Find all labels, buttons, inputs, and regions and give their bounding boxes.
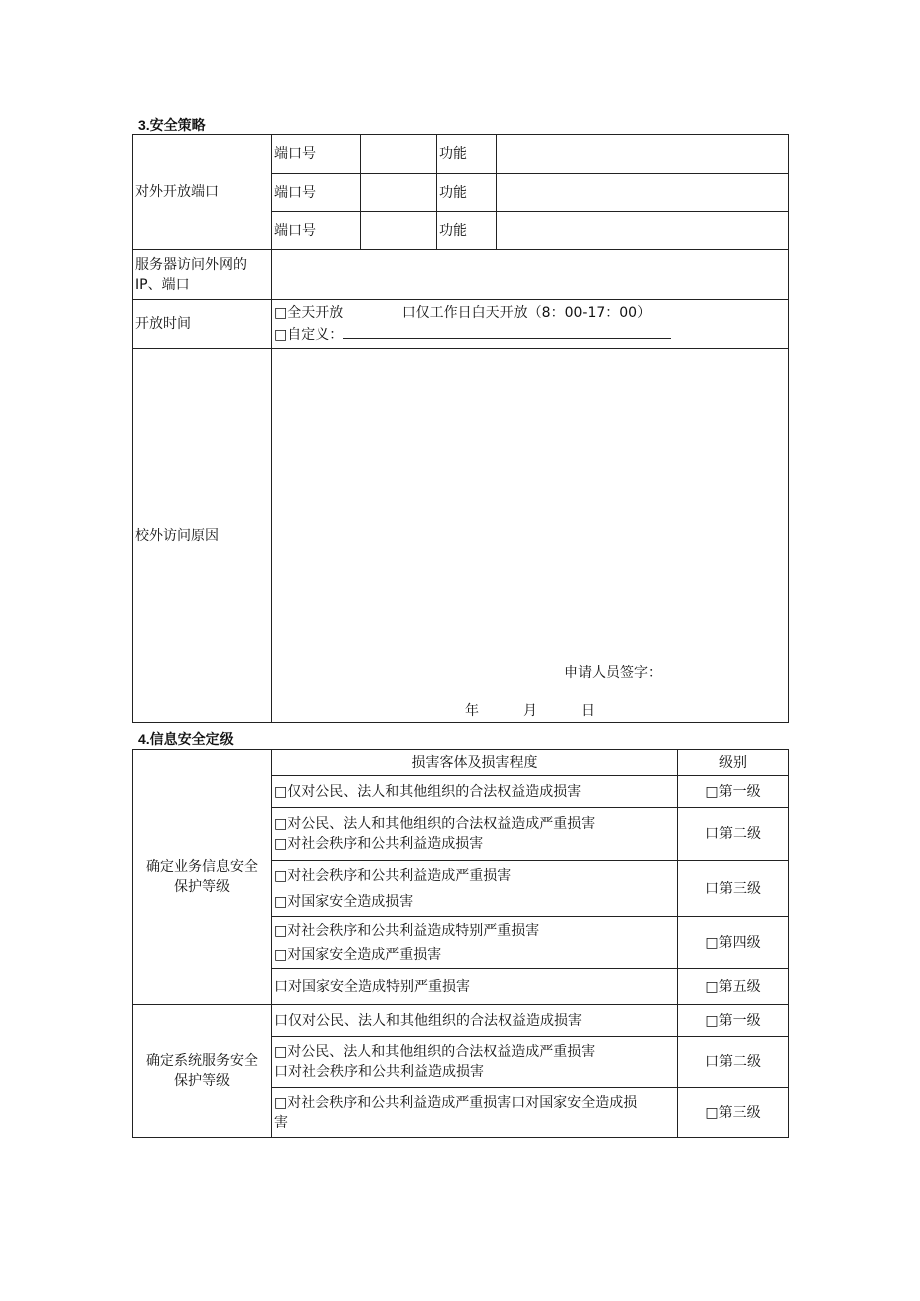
workday-checkbox[interactable]: 口仅工作日白天开放（8：00-17：00） xyxy=(401,305,652,321)
year-label: 年 xyxy=(465,703,479,719)
section-4-title: 4.信息安全定级 xyxy=(138,731,234,747)
month-label: 月 xyxy=(523,703,537,719)
open-time-options xyxy=(272,300,789,349)
harm-option[interactable]: 口仅对公民、法人和其他组织的合法权益造成损害 xyxy=(272,1005,678,1037)
all-day-checkbox[interactable]: □全天开放 xyxy=(274,305,344,321)
port-function-field[interactable] xyxy=(497,212,789,250)
harm-option[interactable]: 口对国家安全造成特别严重损害 xyxy=(272,969,678,1005)
harm-option[interactable]: □对公民、法人和其他组织的合法权益造成严重损害 □对社会秩序和公共利益造成损害 xyxy=(272,808,678,861)
system-service-label xyxy=(133,1005,272,1138)
level-checkbox[interactable]: □第五级 xyxy=(678,969,789,1005)
harm-option[interactable]: □对社会秩序和公共利益造成严重损害 □对国家安全造成损害 xyxy=(272,861,678,917)
section-3-title: 3.安全策略 xyxy=(138,117,206,133)
port-function-label: 功能 xyxy=(437,212,497,250)
harm-option[interactable]: □对社会秩序和公共利益造成严重损害口对国家安全造成损 害 xyxy=(272,1088,678,1138)
server-access-label-line1: 服务器访问外网的 xyxy=(135,256,247,273)
custom-time-input[interactable] xyxy=(343,324,671,339)
business-info-label xyxy=(133,750,272,1005)
port-number-field[interactable] xyxy=(361,135,437,174)
harm-header: 损害客体及损害程度 xyxy=(272,750,678,776)
harm-option[interactable]: □对公民、法人和其他组织的合法权益造成严重损害 口对社会秩序和公共利益造成损害 xyxy=(272,1037,678,1088)
port-function-field[interactable] xyxy=(497,174,789,212)
level-checkbox[interactable]: 口第二级 xyxy=(678,1037,789,1088)
business-info-label-line2: 保护等级 xyxy=(174,879,230,895)
open-time-label: 开放时间 xyxy=(133,300,272,349)
port-function-field[interactable] xyxy=(497,135,789,174)
security-policy-table xyxy=(132,134,789,723)
level-header: 级别 xyxy=(678,750,789,776)
level-checkbox[interactable]: □第三级 xyxy=(678,1088,789,1138)
level-checkbox[interactable]: □第四级 xyxy=(678,917,789,969)
business-info-label-line1: 确定业务信息安全 xyxy=(146,859,258,875)
port-number-field[interactable] xyxy=(361,174,437,212)
port-number-label: 端口号 xyxy=(272,212,361,250)
security-grading-table xyxy=(132,749,789,1138)
reason-field[interactable] xyxy=(272,349,789,723)
harm-option[interactable]: □对社会秩序和公共利益造成特别严重损害 □对国家安全造成严重损害 xyxy=(272,917,678,969)
custom-checkbox[interactable]: □自定义： xyxy=(274,327,344,343)
system-service-label-line2: 保护等级 xyxy=(174,1073,230,1089)
port-number-label: 端口号 xyxy=(272,174,361,212)
level-checkbox[interactable]: 口第三级 xyxy=(678,861,789,917)
port-function-label: 功能 xyxy=(437,174,497,212)
applicant-signature-label: 申请人员签字： xyxy=(564,665,662,681)
reason-label: 校外访问原因 xyxy=(133,349,272,723)
open-ports-label: 对外开放端口 xyxy=(133,135,272,250)
day-label: 日 xyxy=(581,703,595,719)
port-number-label: 端口号 xyxy=(272,135,361,174)
level-checkbox[interactable]: □第一级 xyxy=(678,1005,789,1037)
port-function-label: 功能 xyxy=(437,135,497,174)
server-access-label xyxy=(133,250,272,300)
harm-option[interactable]: □仅对公民、法人和其他组织的合法权益造成损害 xyxy=(272,776,678,808)
server-access-field[interactable] xyxy=(272,250,789,300)
level-checkbox[interactable]: □第一级 xyxy=(678,776,789,808)
system-service-label-line1: 确定系统服务安全 xyxy=(146,1053,258,1069)
server-access-label-line2: IP、端口 xyxy=(135,276,190,293)
port-number-field[interactable] xyxy=(361,212,437,250)
level-checkbox[interactable]: 口第二级 xyxy=(678,808,789,861)
